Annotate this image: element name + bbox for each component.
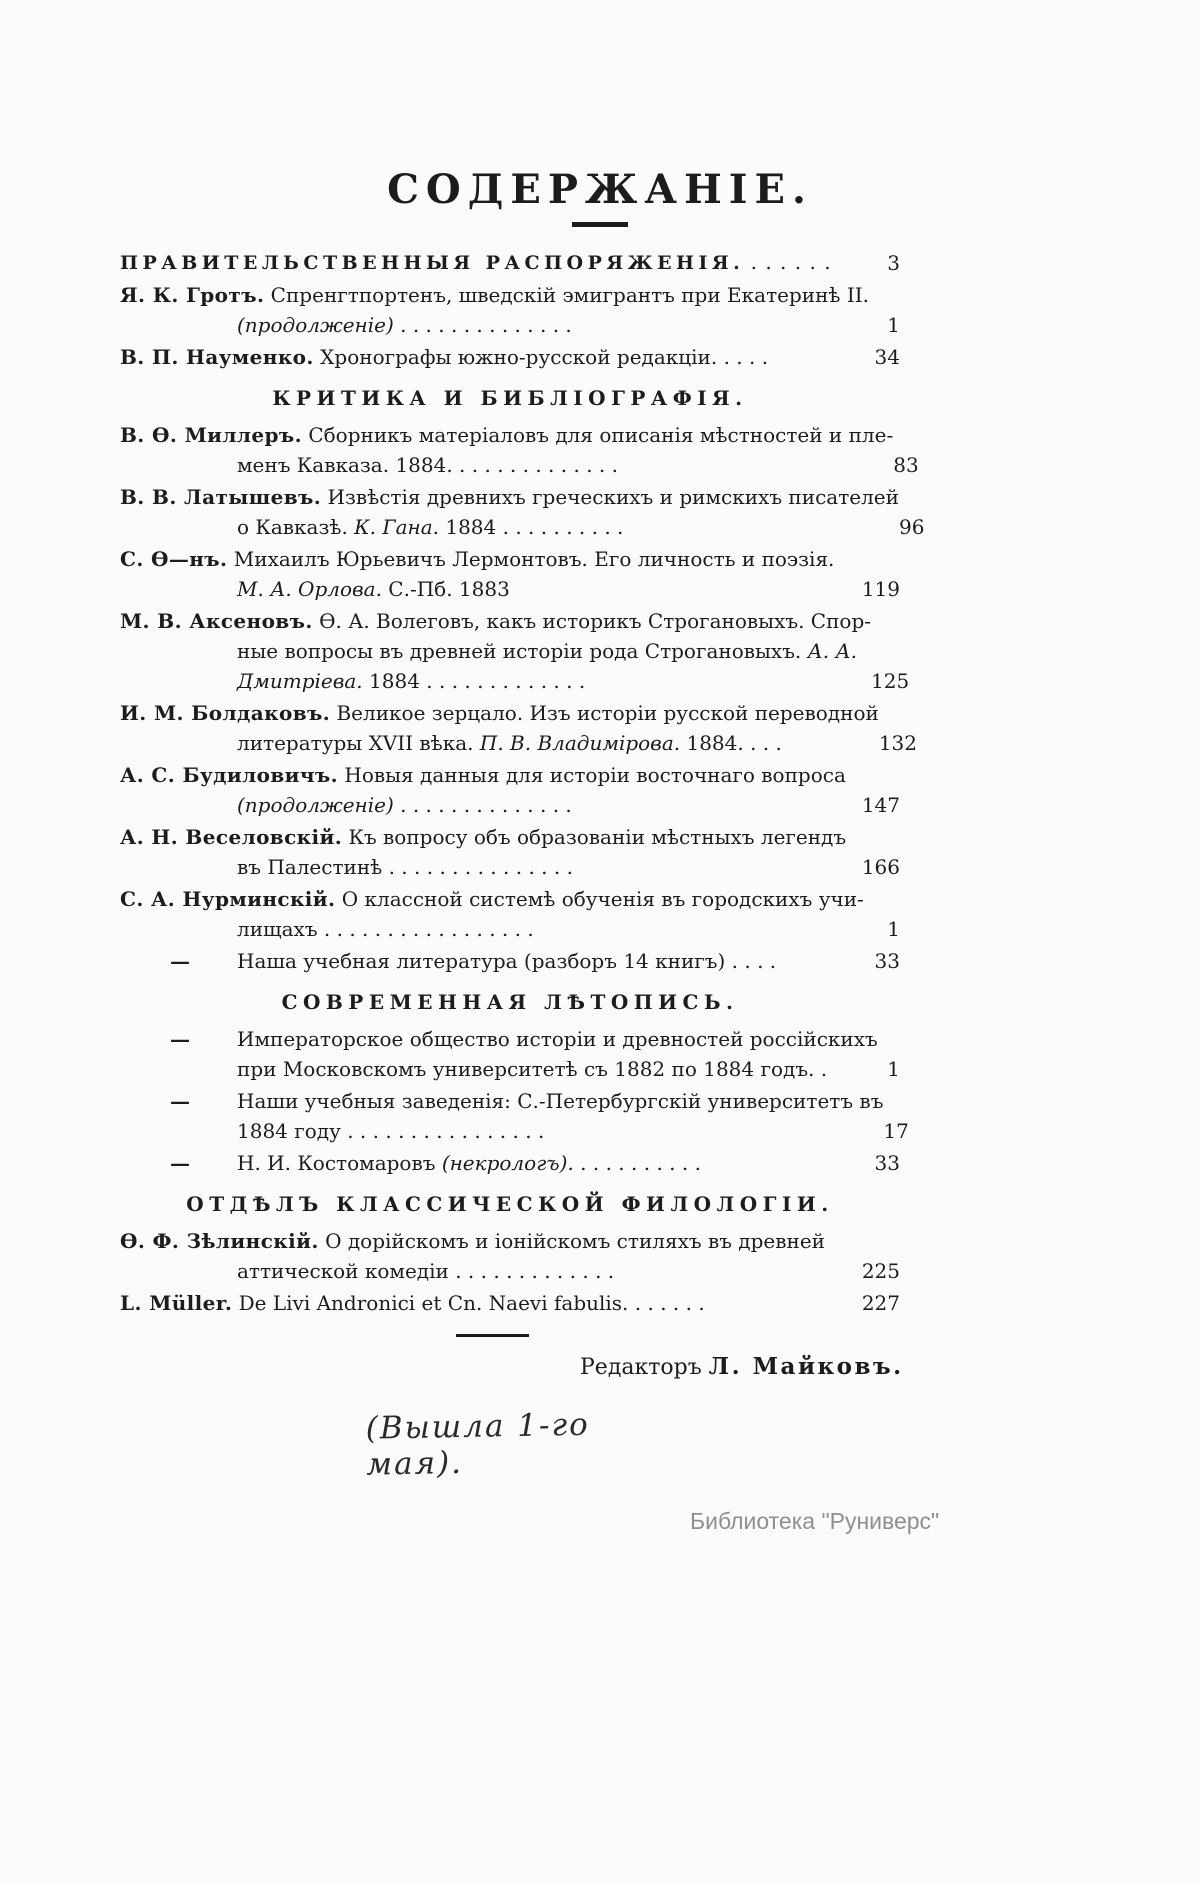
entry-line (120, 482, 899, 512)
entry-line (120, 790, 852, 820)
entry-text-block (120, 544, 852, 604)
entry-page-number: 119 (861, 577, 900, 601)
entry-text-segment: 1884. . . . (680, 731, 782, 755)
entry-line (120, 1148, 852, 1178)
toc-entry (120, 822, 900, 882)
entry-text-block (120, 946, 852, 976)
entry-text-segment: Наши учебныя заведенія: С.-Петербургскій университетъ въ (237, 1089, 884, 1113)
entry-line (120, 822, 852, 852)
entry-text-segment: (продолженіе) (237, 313, 394, 337)
entry-line (120, 760, 852, 790)
entry-line (120, 1116, 883, 1146)
dash-author-mark: — (170, 1089, 190, 1113)
entry-text-block (120, 822, 852, 882)
title-rule (572, 222, 628, 227)
toc-entry (120, 280, 900, 340)
entry-text-segment: Михаилъ Юрьевичъ Лермонтовъ. Его личность и поэзія. (233, 547, 835, 571)
entry-author: L. Müller. (120, 1291, 233, 1315)
entry-text-segment: Великое зерцало. Изъ исторіи русской переводной (336, 701, 879, 725)
entry-text-segment: Извѣстія древнихъ греческихъ и римскихъ писателей (327, 485, 899, 509)
entry-text-segment: 1884 . . . . . . . . . . . . . (362, 669, 586, 693)
toc-entry (120, 1148, 900, 1178)
entry-line (120, 420, 893, 450)
entry-text-segment: . . . . . . . . . . . . . . (393, 313, 572, 337)
entry-page-number: 1 (887, 1057, 900, 1081)
toc-entry (120, 420, 919, 480)
entry-page-number: 3 (887, 251, 900, 275)
entry-line (120, 698, 879, 728)
entry-text-segment: С.-Пб. 1883 (381, 577, 510, 601)
entry-text-segment: А. А. (807, 639, 858, 663)
entry-text-block (120, 1086, 883, 1146)
entry-page-number: 166 (861, 855, 900, 879)
entry-text-segment: въ Палестинѣ . . . . . . . . . . . . . . . (237, 855, 573, 879)
section-heading: СОВРЕМЕННАЯ ЛѢТОПИСЬ. (281, 990, 739, 1014)
editor-name: Л. Майковъ. (708, 1353, 904, 1380)
entry-author: С. Ѳ—нъ. (120, 547, 228, 571)
entry-text-block (120, 1226, 852, 1286)
entry-text-segment: Сборникъ матеріаловъ для описанія мѣстностей и пле- (308, 423, 894, 447)
entry-page-number: 1 (887, 917, 900, 941)
entry-page-number: 17 (883, 1119, 909, 1143)
watermark: Библиотека "Руниверс" (690, 1508, 940, 1534)
entry-text-segment: 1884 . . . . . . . . . . (439, 515, 624, 539)
toc-entry (120, 698, 918, 758)
entry-text-block (120, 698, 879, 758)
footer-rule (456, 1334, 529, 1337)
entry-line (120, 342, 852, 372)
toc-entry (120, 544, 900, 604)
editor-label: Редакторъ (580, 1355, 702, 1380)
entry-page-number: 33 (874, 949, 900, 973)
entry-text-segment: Спренгтпортенъ, шведскій эмигрантъ при Екатеринѣ II. (270, 283, 870, 307)
toc-entry (120, 760, 900, 820)
entry-text-segment: Н. И. Костомаровъ (237, 1151, 442, 1175)
toc-entry (120, 946, 900, 976)
entry-line (120, 1054, 878, 1084)
entry-page-number: 96 (898, 515, 925, 539)
entry-author: И. М. Болдаковъ. (120, 701, 331, 725)
entry-text-block (120, 760, 852, 820)
entry-author: А. С. Будиловичъ. (120, 763, 339, 787)
entry-text-segment: менъ Кавказа. 1884. . . . . . . . . . . . . . (237, 453, 618, 477)
page-title: СОДЕРЖАНІЕ. (387, 166, 813, 213)
entry-page-number: 132 (878, 731, 918, 755)
entry-page-number: 125 (871, 669, 910, 693)
entry-page-number: 34 (874, 345, 900, 369)
entry-line (120, 666, 871, 696)
entry-text-segment: . . . . . . . . . . (573, 1151, 701, 1175)
dot-leader: . . . . . . (750, 250, 832, 274)
entry-caps-text: ПРАВИТЕЛЬСТВЕННЫЯ РАСПОРЯЖЕНІЯ. (120, 252, 745, 274)
entry-line (120, 852, 852, 882)
entry-text-segment: De Livi Andronici et Cn. Naevi fabulis. . . . . . . (238, 1291, 705, 1315)
entry-text-segment: Хронографы южно-русской редакціи. . . . . (320, 345, 769, 369)
entry-author: М. В. Аксеновъ. (120, 609, 313, 633)
dash-author-mark: — (170, 1027, 190, 1051)
entry-text-segment: Дмитріева. (237, 669, 363, 693)
toc-entry (120, 1024, 900, 1084)
dash-author-mark: — (170, 1151, 190, 1175)
entry-line (120, 1226, 852, 1256)
entry-text-segment: О дорійскомъ и іонійскомъ стиляхъ въ древней (325, 1229, 826, 1253)
entry-page-number: 33 (874, 1151, 900, 1175)
entry-line (120, 1256, 852, 1286)
section-heading: КРИТИКА И БИБЛІОГРАФІЯ. (272, 386, 748, 410)
entry-author: В. Ѳ. Миллеръ. (120, 423, 302, 447)
toc-entry (120, 1086, 909, 1146)
entry-line (120, 884, 864, 914)
entry-line (120, 946, 852, 976)
entry-text-block (120, 884, 864, 944)
entry-author: В. П. Науменко. (120, 345, 314, 369)
entry-text-block (120, 280, 869, 340)
toc-entry (120, 342, 900, 372)
entry-line (120, 280, 869, 310)
entry-line (120, 606, 871, 636)
entry-text-segment: лищахъ . . . . . . . . . . . . . . . . . (237, 917, 534, 941)
entry-text-segment: П. В. Владимірова. (479, 731, 681, 755)
entry-text-block (120, 247, 852, 278)
entry-text-block (120, 342, 852, 372)
toc-entry-caps (120, 247, 900, 278)
handwritten-note: (Вышла 1-го мая). (365, 1406, 591, 1483)
entry-text-segment: Наша учебная литература (разборъ 14 книгъ) . . . . (237, 949, 777, 973)
toc-list (120, 247, 925, 1318)
entry-text-segment: литературы XVII вѣка. (237, 731, 480, 755)
entry-line (120, 636, 871, 666)
entry-text-block (120, 606, 871, 696)
entry-line (120, 914, 864, 944)
entry-text-segment: (некрологъ). (441, 1151, 574, 1175)
entry-line (120, 1024, 878, 1054)
entry-text-segment: аттической комедіи . . . . . . . . . . . . . (237, 1259, 615, 1283)
entry-line (120, 1086, 883, 1116)
entry-text-segment: 1884 году . . . . . . . . . . . . . . . . (237, 1119, 545, 1143)
toc-entry (120, 606, 910, 696)
entry-line (120, 450, 893, 480)
entry-text-block (120, 1148, 852, 1178)
entry-page-number: 225 (861, 1259, 900, 1283)
entry-text-segment: . . . . . . . . . . . . . . (393, 793, 572, 817)
entry-author: С. А. Нурминскій. (120, 887, 336, 911)
entry-line (120, 247, 852, 278)
entry-text-segment: Къ вопросу объ образованіи мѣстныхъ легендъ (348, 825, 847, 849)
entry-text-segment: К. Гана. (354, 515, 439, 539)
entry-text-block (120, 1024, 878, 1084)
entry-author: А. Н. Веселовскій. (120, 825, 343, 849)
entry-line (120, 574, 852, 604)
entry-text-segment: Императорское общество исторіи и древностей россійскихъ (237, 1027, 878, 1051)
toc-entry (120, 1226, 900, 1286)
entry-line (120, 728, 879, 758)
entry-text-block (120, 1288, 852, 1318)
entry-text-segment: ные вопросы въ древней исторіи рода Строгановыхъ. (237, 639, 808, 663)
entry-text-segment: М. А. Орлова. (237, 577, 382, 601)
entry-text-segment: при Московскомъ университетѣ съ 1882 по 1884 годъ. . (237, 1057, 828, 1081)
entry-line (120, 310, 869, 340)
entry-page-number: 83 (893, 453, 919, 477)
entry-author: Ѳ. Ф. Зѣлинскій. (120, 1229, 319, 1253)
entry-author: В. В. Латышевъ. (120, 485, 322, 509)
toc-entry (120, 884, 900, 944)
dash-author-mark: — (170, 949, 190, 973)
editor-line (580, 1353, 1200, 1380)
entry-text-segment: (продолженіе) (237, 793, 394, 817)
entry-text-block (120, 420, 893, 480)
entry-page-number: 147 (861, 793, 900, 817)
toc-entry (120, 482, 925, 542)
entry-line (120, 1288, 852, 1318)
entry-author: Я. К. Гротъ. (120, 283, 265, 307)
entry-text-block (120, 482, 899, 542)
toc-entry (120, 1288, 900, 1318)
entry-text-segment: о Кавказѣ. (237, 515, 355, 539)
entry-text-segment: Новыя данныя для исторіи восточнаго вопроса (344, 763, 846, 787)
entry-page-number: 227 (861, 1291, 900, 1315)
entry-page-number: 1 (887, 313, 900, 337)
entry-text-segment: О классной системѣ обученія въ городскихъ учи- (341, 887, 864, 911)
entry-text-segment: Ѳ. А. Волеговъ, какъ историкъ Строгановыхъ. Спор- (319, 609, 872, 633)
entry-line (120, 544, 852, 574)
entry-line (120, 512, 899, 542)
section-heading: ОТДѢЛЪ КЛАССИЧЕСКОЙ ФИЛОЛОГІИ. (186, 1192, 834, 1216)
